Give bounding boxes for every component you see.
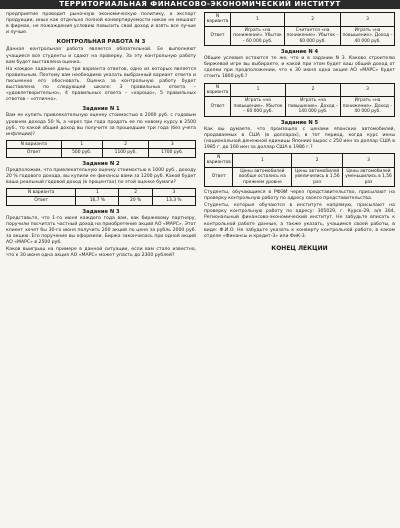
submission-paragraph-1: Студенты, обучающиеся в РФЭИ через представительство, присылают на проверку контрольную работу по адресу своего представительства. bbox=[204, 190, 395, 202]
table-cell: 3 bbox=[149, 140, 196, 148]
table-cell: 2 bbox=[102, 140, 149, 148]
table-cell: Ответ bbox=[205, 167, 233, 186]
table-cell: Играть «на понижение». Убыток – 60 000 руб. bbox=[230, 26, 284, 45]
task-5-title: Задание N 5 bbox=[280, 119, 319, 126]
control-work-paragraph-1: Данная контрольная работа является обязательной. Ее выполняют учащиеся все студенты и сдают на проверку. За эту контрольную работу вам будет выставлена оценка. bbox=[6, 47, 196, 65]
table-cell: Цены автомобилей уменьшились в 1,56 раз bbox=[342, 167, 394, 186]
task-5-table bbox=[204, 153, 395, 187]
table-cell: Ответ bbox=[7, 197, 76, 205]
table-cell: Цены автомобилей вообще остались на прежнем уровне bbox=[233, 167, 292, 186]
task-2-table bbox=[6, 188, 196, 206]
table-cell: 1 bbox=[231, 83, 286, 97]
task-1-title: Задание N 1 bbox=[82, 106, 120, 113]
table-cell: 3 bbox=[341, 13, 395, 27]
table-row bbox=[205, 167, 395, 186]
right-column bbox=[204, 12, 395, 252]
table-cell: 16,7 % bbox=[76, 197, 119, 205]
table-cell: 1 bbox=[76, 188, 119, 196]
table-cell: Играть «на повышение». Доход – 40 000 руб. bbox=[342, 27, 393, 44]
page-header: ТЕРРИТОРИАЛЬНАЯ ФИНАНСОВО-ЭКОНОМИЧЕСКИЙ ИНСТИТУТ bbox=[0, 0, 400, 9]
table-row bbox=[205, 26, 395, 45]
table-cell: 500 руб. bbox=[61, 149, 102, 157]
table-row bbox=[205, 13, 395, 27]
task-4-title: Задание N 4 bbox=[280, 49, 319, 56]
task-4-table bbox=[204, 83, 395, 117]
table-cell: N варианта bbox=[205, 13, 231, 27]
table-cell: 3 bbox=[342, 154, 394, 168]
table-row bbox=[205, 97, 395, 116]
table-row bbox=[205, 154, 395, 168]
table-cell: Играть «на понижение». Доход – 40 000 руб. bbox=[341, 97, 395, 116]
task-2-text: Предположим, что привлекательную оценку стоимостью в 1000 руб., доходу 20 % годового дохода, вы купили ее финансы вами за 1200 руб. Какой будет ваша реальный годовой доход (в процентах) по этой оценке бумаги? bbox=[6, 167, 196, 185]
table-cell: 2 bbox=[119, 188, 152, 196]
table-cell: 2 bbox=[292, 154, 343, 168]
table-cell: N варианта bbox=[7, 188, 76, 196]
table-cell: 13,3 % bbox=[152, 197, 195, 205]
table-row bbox=[7, 149, 196, 157]
table-cell: Ответ bbox=[205, 97, 231, 116]
task-3-paragraph-2: Каков выигрыш на примере в данной ситуации, если вам стало известно, что к 30 июня одна акция АО «МАРС» может упасть до 2300 рублей? bbox=[6, 247, 196, 259]
table-cell: 1700 руб. bbox=[149, 149, 196, 157]
table-cell: 1100 руб. bbox=[102, 149, 149, 157]
task-3-title: Задание N 3 bbox=[82, 208, 120, 215]
intro-paragraph: предприятие проводит рыночную экономическую политику, а экспорт продукции, иных как отдельно полной конвертируемости никак не мешают в фирмах, не пожаждения условию повысить свой доход и взять все лучше и лучше. bbox=[6, 12, 196, 36]
end-of-lecture: КОНЕЦ ЛЕКЦИИ bbox=[271, 244, 328, 252]
table-cell: Играть «на повышение». Доход – 140 000 руб. bbox=[285, 97, 340, 116]
task-3-paragraph-1: Представьте, что 1-го июня каждого года вам, как биржевому партнеру, поручили посчитать частный доход на приобретение акций АО «МАРС». Этот клиент хочет бы 30-го июня получить 200 акций по цене за рубль 2000 руб. за акцию. Его поручение вы оформили. Биржа закончилась при одной акций АО «МАРС» в 2500 руб. bbox=[6, 215, 196, 246]
task-4-text: Общие условия остаются те же, что и в задании N 3. Каково строителю биржевой игре вы выбираете, и какой при этом будет ваш общий доход от сделки при предположении, что к 30 июня одна акция АО «МАРС» будет стоить 1800 руб.? bbox=[204, 56, 395, 80]
table-cell: Играть «на повышение». Убыток – 60 000 руб. bbox=[231, 97, 286, 116]
table-cell: N варианта bbox=[7, 140, 62, 148]
table-cell: 3 bbox=[341, 83, 395, 97]
table-cell: Ответ bbox=[205, 26, 231, 45]
table-row bbox=[7, 197, 196, 205]
task-1-table bbox=[6, 140, 196, 158]
table-cell: Считается «на понижение». Убыток – 60 000 руб. bbox=[286, 27, 339, 44]
table-cell: N вариантов bbox=[205, 154, 233, 168]
task-3-table bbox=[204, 12, 395, 46]
task-5-text: Как вы думаете, что произошло с ценами японских автомобилей, продаваемых в США (в долларах), в тот период, когда курс иены (национальной денежной единицы Японии) вырос с 250 иен за доллар США в 1985 г. до 160 иен за доллар США в 1986 г.? bbox=[204, 126, 395, 150]
left-column bbox=[6, 12, 196, 261]
submission-paragraph-2: Студенты, которые обучаются в институте напрямую, присылают на проверку контрольную работу по адресу: 305029, г. Курск-29, а/я 304, Региональный финансово-экономический институт. Не забудьте вписать к контрольной работе данные, а также указать, учащимся своей работы, в виде: Ф.И.О. Не забудьте указать к конверту контрольной работе, в каком отделе «Финансы и кредит-3» или ФиК-3. bbox=[204, 203, 395, 239]
table-cell: 1 bbox=[61, 140, 102, 148]
task-1-text: Вам ее купить привлекательную оценку стоимостью в 2000 руб. с годовым уровнем дохода 50 %, а через три года продать ее по новому курсу в 2500 руб., то какой общий доход вы получите за прошедшие три года (без учета инфляции)? bbox=[6, 113, 196, 137]
table-row bbox=[7, 140, 196, 148]
table-cell: 1 bbox=[233, 154, 292, 168]
table-row bbox=[205, 83, 395, 97]
table-cell: 2 bbox=[285, 83, 340, 97]
task-2-title: Задание N 2 bbox=[82, 160, 120, 167]
table-cell: 20 % bbox=[119, 197, 152, 205]
table-cell: N варианта bbox=[205, 83, 231, 97]
control-work-heading: КОНТРОЛЬНАЯ РАБОТА N 3 bbox=[56, 39, 146, 46]
table-cell: 3 bbox=[152, 188, 195, 196]
control-work-paragraph-2: На каждое задание даны три варианта ответов, одно из которых является правильным. Поэтому вам необходимо указать выбранный вариант ответа и письменно его обосновать. Оценка за контрольную работу будет выставлена по следующей шкале: 3 правильных ответа – «удовлетворительно», 4 правильных ответа – «хорошо», 5 правильных ответов – «отлично». bbox=[6, 66, 196, 103]
table-cell: Ответ bbox=[7, 149, 62, 157]
table-cell: Цены автомобилей увеличились в 1,56 раз bbox=[292, 167, 343, 186]
table-row bbox=[7, 188, 196, 196]
table-cell: 2 bbox=[285, 13, 341, 27]
table-cell: 1 bbox=[230, 13, 284, 27]
